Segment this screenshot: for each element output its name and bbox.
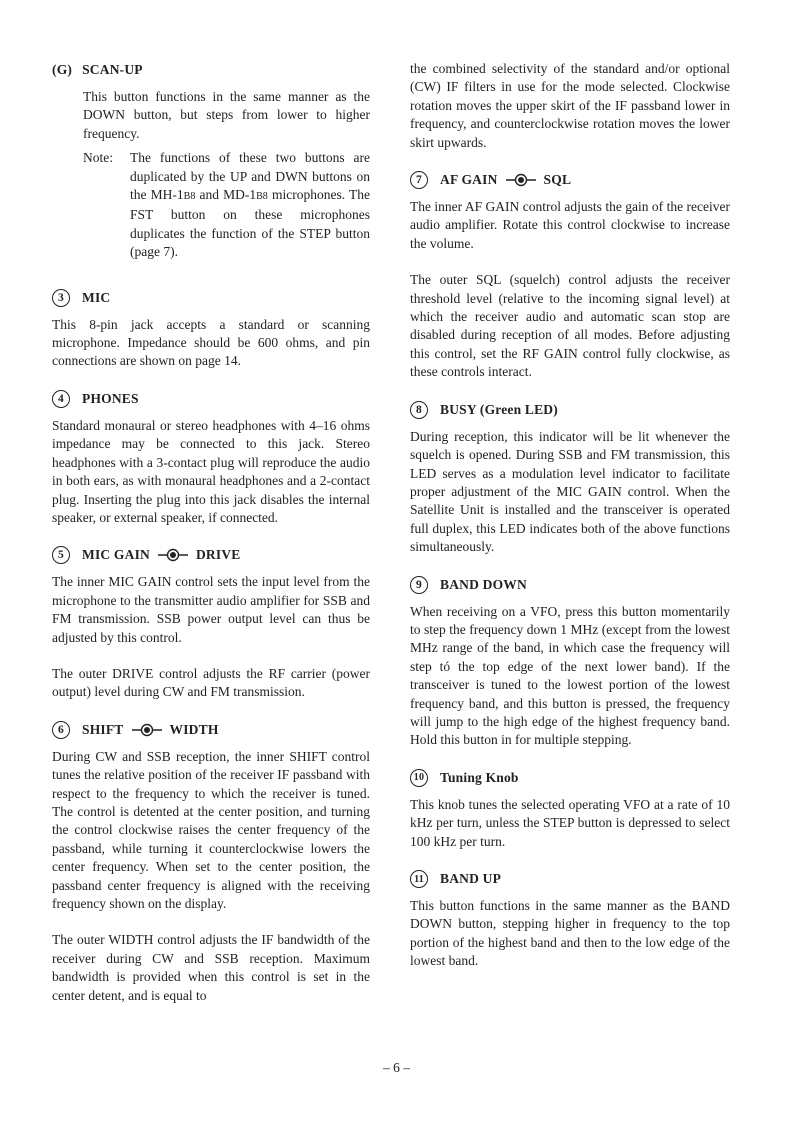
section-mic-gain-drive bbox=[52, 545, 370, 701]
concentric-knob-icon bbox=[156, 548, 190, 562]
section-band-down bbox=[410, 575, 730, 750]
concentric-knob-icon bbox=[504, 173, 538, 187]
section-body-outer: The outer DRIVE control adjusts the RF carrier (power output) level during CW and FM transmission. bbox=[52, 665, 370, 700]
section-title: BUSY (Green LED) bbox=[440, 401, 558, 417]
section-body: This 8-pin jack accepts a standard or scanning microphone. Impedance should be 600 ohms, and pin connections are shown on page 14. bbox=[52, 316, 370, 369]
section-heading bbox=[52, 288, 370, 308]
circled-number: 7 bbox=[410, 171, 428, 189]
circled-number: 5 bbox=[52, 546, 70, 564]
section-title-outer: WIDTH bbox=[169, 721, 219, 737]
circled-number: 10 bbox=[410, 769, 428, 787]
section-heading bbox=[410, 575, 730, 595]
circled-number: 6 bbox=[52, 721, 70, 739]
section-body: During reception, this indicator will be lit whenever the squelch is opened. During SSB and FM transmission, this LED serves as a modulation level indicator to facilitate proper adjustment of the MIC GAIN control. When the Satellite Unit is installed and the transceiver is operated full duplex, this LED indicates both of the above functions simultaneously. bbox=[410, 428, 730, 555]
section-heading bbox=[52, 545, 370, 565]
section-heading bbox=[52, 389, 370, 409]
section-title: BAND DOWN bbox=[440, 576, 527, 592]
circled-number: 11 bbox=[410, 870, 428, 888]
section-af-gain-sql bbox=[410, 170, 730, 382]
circled-number: 9 bbox=[410, 576, 428, 594]
section-heading bbox=[410, 869, 730, 889]
section-body: This knob tunes the selected operating VFO at a rate of 10 kHz per turn, unless the STEP button is depressed to select 100 kHz per turn. bbox=[410, 796, 730, 849]
section-title-outer: SQL bbox=[543, 172, 572, 188]
section-body-inner: The inner AF GAIN control adjusts the gain of the receiver audio amplifier. Rotate this control clockwise to increase the volume. bbox=[410, 199, 730, 251]
section-heading bbox=[410, 170, 730, 190]
section-body-continued: the combined selectivity of the standard and/or optional (CW) IF filters in use for the mode selected. Clockwise rotation moves the upper skirt of the IF passband lower in frequency, and counterclockwise rotation moves the lower skirt upwards. bbox=[410, 61, 730, 150]
section-band-up bbox=[410, 869, 730, 971]
section-shift-width bbox=[52, 720, 370, 1005]
note-block bbox=[83, 149, 370, 261]
section-title: BAND UP bbox=[440, 871, 502, 886]
section-body: When receiving on a VFO, press this button momentarily to step the frequency down 1 MHz (except from the lowest MHz range of the band, in which case the frequency will step tó the top edge of the next lower band). If the transceiver is tuned to the lowest portion of the lowest frequency band, and this button is pressed, the frequency will jump to the high edge of the highest frequency band. Hold this button in for multiple stepping. bbox=[410, 603, 730, 748]
section-mic bbox=[52, 288, 370, 371]
section-body-inner: The inner MIC GAIN control sets the input level from the microphone to the transmitter audio amplifier for SSB and FM transmission. SSB power output level can thus be adjusted by this control. bbox=[52, 574, 370, 645]
note-label: Note: bbox=[83, 150, 113, 166]
section-title: Tuning Knob bbox=[440, 769, 519, 785]
note-text: The functions of these two buttons are duplicated by the UP and DWN buttons on the MH-1B8 and MD-1B8 microphones. The FST button on these microphones duplicates the function of the STEP button (page 7). bbox=[130, 150, 370, 260]
circled-number: 3 bbox=[52, 289, 70, 307]
section-label: (G) bbox=[52, 62, 73, 77]
section-body-outer: The outer SQL (squelch) control adjusts the receiver threshold level (relative to the incoming signal level) at which the receiver audio and automatic scan stop are disabled during reception of all modes. Before adjusting this control, set the RF GAIN control fully clockwise, as these controls interact. bbox=[410, 272, 730, 380]
section-title: MIC bbox=[82, 289, 111, 305]
section-heading bbox=[52, 720, 370, 740]
section-body: This button functions in the same manner as the BAND DOWN button, stepping higher in frequency to the top portion of the highest band and then to the low edge of the lowest band. bbox=[410, 898, 730, 969]
section-heading bbox=[410, 400, 730, 420]
section-title-inner: SHIFT bbox=[82, 721, 124, 737]
circled-number: 8 bbox=[410, 401, 428, 419]
concentric-knob-icon bbox=[130, 723, 164, 737]
section-title-inner: AF GAIN bbox=[440, 172, 498, 188]
circled-number: 4 bbox=[52, 390, 70, 408]
section-title: PHONES bbox=[82, 390, 139, 406]
section-title: SCAN-UP bbox=[82, 62, 143, 77]
section-width-continued bbox=[410, 60, 730, 152]
section-heading bbox=[410, 768, 730, 788]
right-column bbox=[410, 60, 730, 989]
left-column bbox=[52, 60, 370, 1023]
page-number: – 6 – bbox=[383, 1060, 410, 1075]
section-body: Standard monaural or stereo headphones with 4–16 ohms impedance may be connected to this jack. Stereo headphones with a 3-contact plug will reproduce the audio in both ears, as with monaural headphones and a 2-contact plug. Inserting the plug into this jack disables the internal speaker, or external speaker, if connected. bbox=[52, 417, 370, 525]
section-scan-up bbox=[52, 60, 370, 262]
section-body: This button functions in the same manner as the DOWN button, but steps from lower to higher frequency. bbox=[83, 89, 370, 141]
section-title-outer: DRIVE bbox=[195, 547, 241, 563]
section-busy-led bbox=[410, 400, 730, 557]
section-tuning-knob bbox=[410, 768, 730, 851]
section-body-inner: During CW and SSB reception, the inner SHIFT control tunes the relative position of the receiver IF passband with respect to the frequency to which the receiver is tuned. The control is detented at the center position, and turning the control clockwise raises the center frequency of the passband, while turning it counterclockwise lowers the center frequency. When set to the center position, the passband center frequency is aligned with the receiving frequency shown on the display. bbox=[52, 748, 370, 911]
section-heading bbox=[52, 60, 370, 80]
section-title-inner: MIC GAIN bbox=[82, 547, 150, 563]
section-body-outer: The outer WIDTH control adjusts the IF bandwidth of the receiver during CW and SSB reception. Maximum bandwidth is provided when this control is set in the center detent, and is equal to bbox=[52, 932, 370, 1003]
section-phones bbox=[52, 389, 370, 527]
